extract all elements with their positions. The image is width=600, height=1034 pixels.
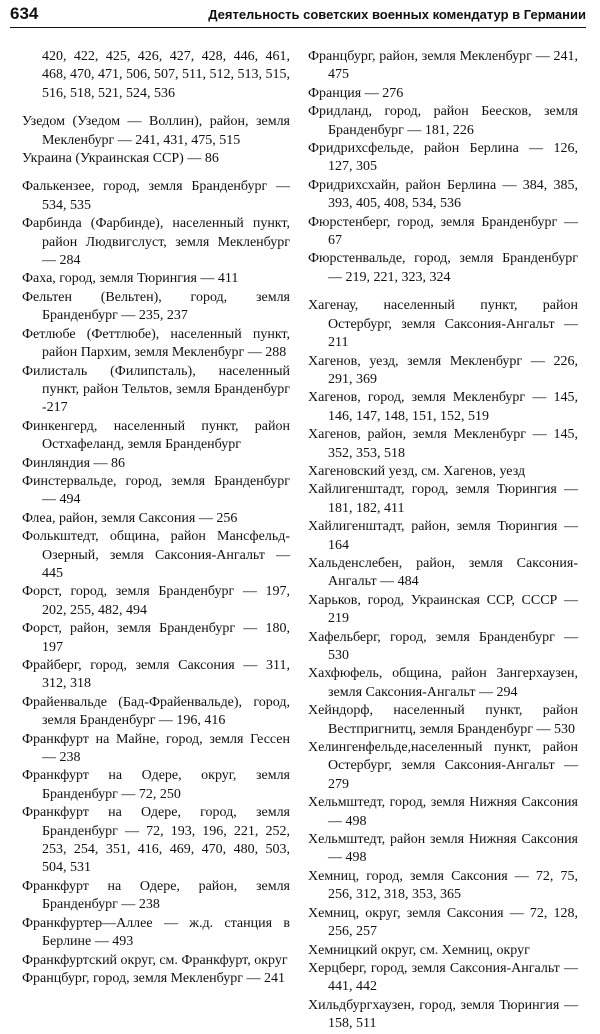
index-entry: Хахфюфель, община, район Зангерхаузен, земля Саксония-Ангальт — 294 xyxy=(308,666,578,700)
index-entry: Франкфуртский округ, см. Франкфурт, округ xyxy=(22,952,288,968)
running-title: Деятельность советских военных комендатур в Германии xyxy=(208,7,586,22)
index-entry: Хильдбургхаузен, город, земля Тюрингия — 158, 511 xyxy=(308,997,578,1032)
section-gap xyxy=(22,103,290,113)
index-entry: Фюрстенберг, город, земля Бранденбург — 67 xyxy=(308,214,578,249)
index-entry: Финляндия — 86 xyxy=(22,455,126,471)
index-column-left xyxy=(22,48,290,988)
index-entry: Францбург, город, земля Мекленбург — 241 xyxy=(22,970,285,986)
index-entry: Херцберг, город, земля Саксония-Ангальт — 441, 442 xyxy=(308,960,578,995)
index-entry: Фетлюбе (Феттлюбе), населенный пункт, район Пархим, земля Мекленбург — 288 xyxy=(22,326,290,361)
index-entry: Хагеновский уезд, см. Хагенов, уезд xyxy=(308,463,526,479)
index-entry: Украина (Украинская ССР) — 86 xyxy=(22,151,219,167)
index-entry: Фридланд, город, район Беесков, земля Бранденбург — 181, 226 xyxy=(308,104,578,138)
index-entry: Фолькштедт, община, район Мансфельд-Озерный, земля Саксония-Ангальт — 445 xyxy=(22,529,290,581)
index-entry: Хемницкий округ, см. Хемниц, округ xyxy=(308,942,530,958)
index-entry: Харьков, город, Украинская ССР, СССР — 219 xyxy=(308,592,578,627)
index-column-right xyxy=(308,48,578,1034)
index-entry: Хельмштедт, район земля Нижняя Саксония — 498 xyxy=(308,832,578,866)
index-entry: Хелингенфельде,населенный пункт, район Остербург, земля Саксония-Ангальт — 279 xyxy=(308,740,578,792)
index-entry: Хагенов, город, земля Мекленбург — 145, 146, 147, 148, 151, 152, 519 xyxy=(308,390,578,424)
index-entry: Фельтен (Вельтен), город, земля Бранденбург — 235, 237 xyxy=(22,289,290,324)
index-entry: Фридрихсфельде, район Берлина — 126, 127, 305 xyxy=(308,141,578,175)
index-entry: Франция — 276 xyxy=(308,85,404,101)
index-entry: Франкфуртер—Аллее — ж.д. станция в Берлине — 493 xyxy=(22,915,290,950)
index-entry: Хемниц, округ, земля Саксония — 72, 128, 256, 257 xyxy=(308,905,578,940)
index-entry: Хемниц, город, земля Саксония — 72, 75, 256, 312, 318, 353, 365 xyxy=(308,868,578,903)
index-entry: Хельмштедт, город, земля Нижняя Саксония — 498 xyxy=(308,795,578,829)
index-entry: Узедом (Узедом — Воллин), район, земля Мекленбург — 241, 431, 475, 515 xyxy=(22,114,290,148)
index-entry: Флеа, район, земля Саксония — 256 xyxy=(22,510,238,526)
index-entry: Фрайберг, город, земля Саксония — 311, 312, 318 xyxy=(22,658,290,692)
index-entry: Фюрстенвальде, город, земля Бранденбург — 219, 221, 323, 324 xyxy=(308,251,578,285)
index-entry: Франкфурт на Одере, район, земля Бранденбург — 238 xyxy=(22,878,290,913)
index-entry: Франкфурт на Майне, город, земля Гессен — 238 xyxy=(22,731,290,766)
index-entry: Франкфурт на Одере, город, земля Бранденбург — 72, 193, 196, 221, 252, 253, 254, 351, 416, 469, 470, 480, 503, 504, 531 xyxy=(22,805,290,876)
index-entry: Хагенау, населенный пункт, район Остербург, земля Саксония-Ангальт — 211 xyxy=(308,298,578,351)
index-entry: Хайлигенштадт, район, земля Тюрингия — 164 xyxy=(308,519,578,553)
index-entry: Хафельберг, город, земля Бранденбург — 530 xyxy=(308,629,578,663)
index-entry: Форст, район, земля Бранденбург — 180, 197 xyxy=(22,621,290,655)
index-entry: 420, 422, 425, 426, 427, 428, 446, 461, 468, 470, 471, 506, 507, 511, 512, 513, 515, 516, 518, 521, 524, 536 xyxy=(42,49,290,101)
index-entry: Фридрихсхайн, район Берлина — 384, 385, 393, 405, 408, 534, 536 xyxy=(308,177,578,212)
index-entry: Францбург, район, земля Мекленбург — 241, 475 xyxy=(308,49,578,83)
index-entry: Хагенов, район, земля Мекленбург — 145, 352, 353, 518 xyxy=(308,427,578,461)
index-entry: Форст, город, земля Бранденбург — 197, 202, 255, 482, 494 xyxy=(22,584,290,618)
section-gap xyxy=(308,287,578,297)
index-entry: Фалькензее, город, земля Бранденбург — 534, 535 xyxy=(22,179,290,213)
index-entry: Фрайенвальде (Бад-Фрайенвальде), город, земля Бранденбург — 196, 416 xyxy=(22,694,290,729)
index-entry: Хальденслебен, район, земля Саксония-Ангальт — 484 xyxy=(308,555,578,590)
page-header xyxy=(10,0,586,28)
index-entry: Фаха, город, земля Тюрингия — 411 xyxy=(22,271,239,287)
index-entry: Фарбинда (Фарбинде), населенный пункт, район Людвигслуст, земля Мекленбург — 284 xyxy=(22,216,290,269)
index-entry: Финстервальде, город, земля Бранденбург — 494 xyxy=(22,473,290,508)
index-entry: Хагенов, уезд, земля Мекленбург — 226, 291, 369 xyxy=(308,353,578,387)
index-entry: Франкфурт на Одере, округ, земля Бранденбург — 72, 250 xyxy=(22,768,290,802)
index-entry: Хайлигенштадт, город, земля Тюрингия — 181, 182, 411 xyxy=(308,482,578,516)
page-number: 634 xyxy=(10,4,39,23)
index-entry: Финкенгерд, населенный пункт, район Остхафеланд, земля Бранденбург xyxy=(22,418,290,453)
index-entry: Хейндорф, населенный пункт, район Вестпригнитц, земля Бранденбург — 530 xyxy=(308,703,578,737)
section-gap xyxy=(22,168,290,178)
index-entry: Филисталь (Филипсталь), населенный пункт, район Тельтов, земля Бранденбург -217 xyxy=(22,363,290,416)
